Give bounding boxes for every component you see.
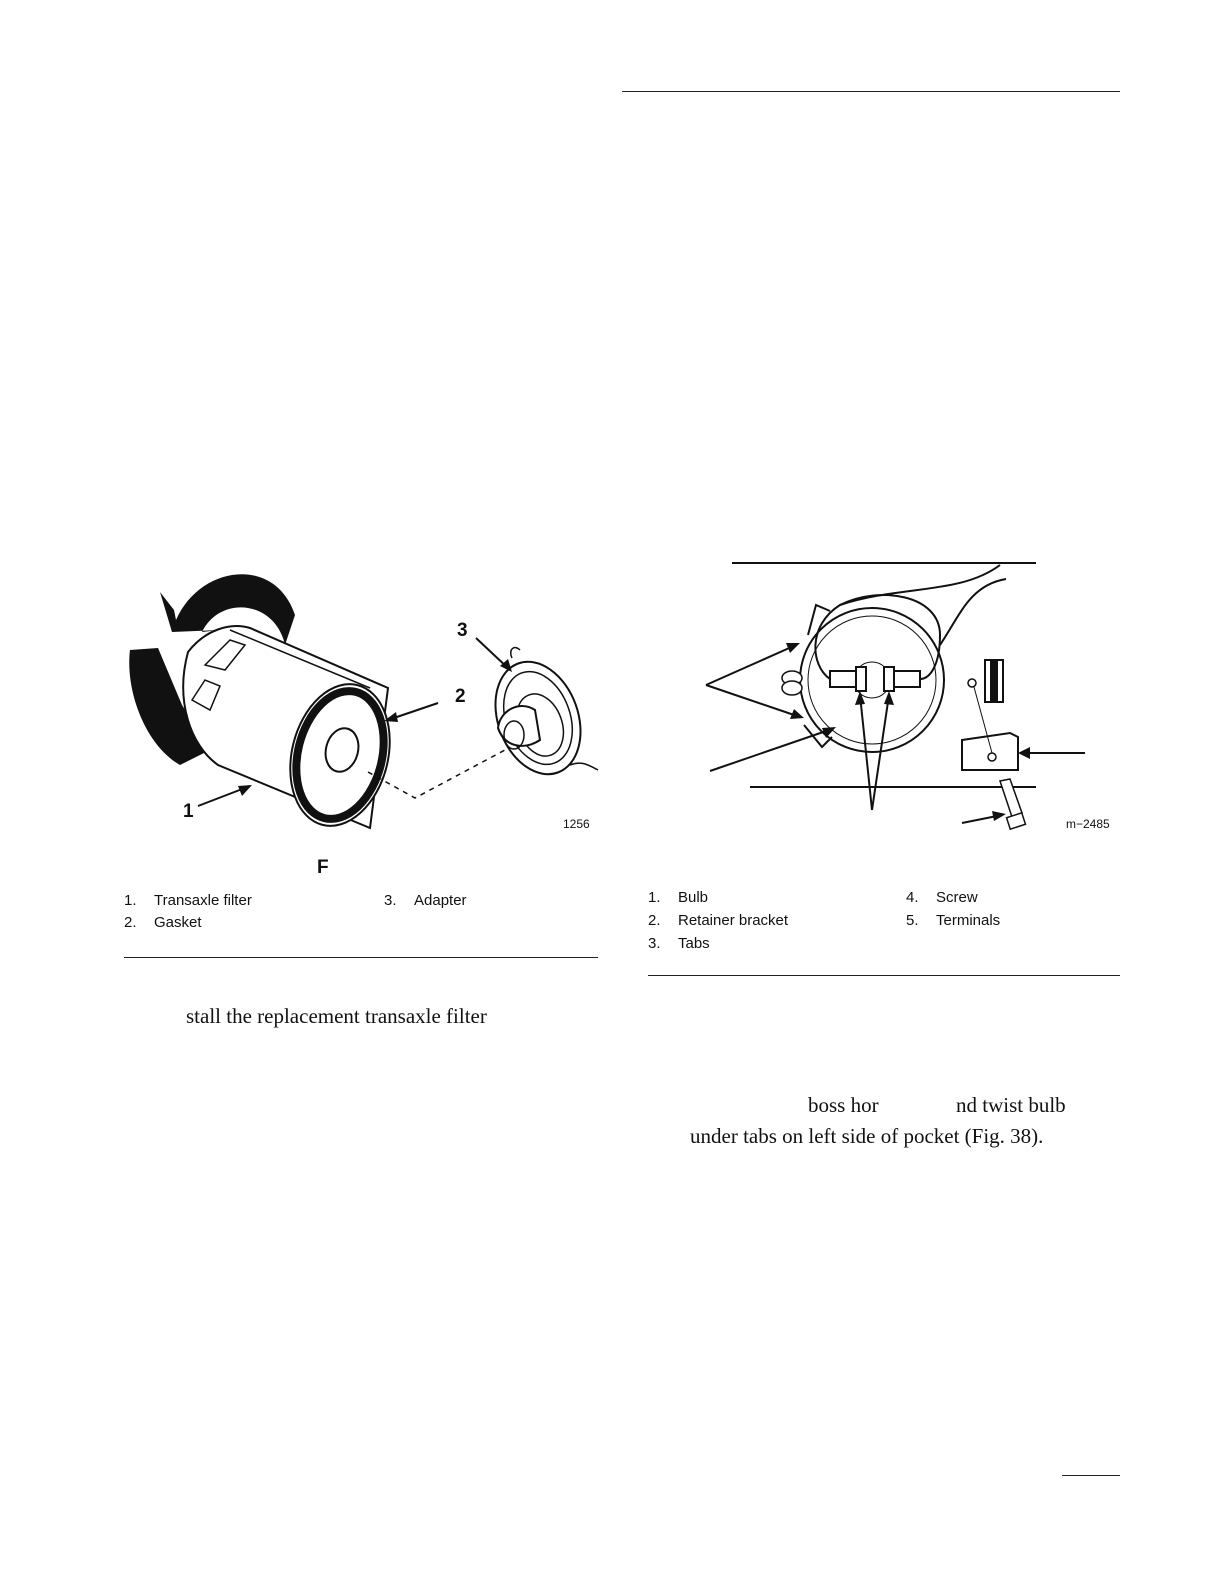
callout-1: 1 [183,801,194,822]
legend-item: 1. Transaxle filter [124,892,252,909]
figure-id-left: 1256 [563,817,590,831]
legend-item: 1. Bulb [648,889,709,906]
legend-item: 4. Screw [906,889,978,906]
callout-3: 3 [457,620,468,641]
left-figure-bottom-rule [124,957,598,958]
legend-item: 2. Gasket [124,914,202,931]
page-number-rule [1062,1475,1120,1476]
body-text-right-a: boss hor [808,1093,879,1117]
body-text-right-2: under tabs on left side of pocket (Fig. 38). [690,1124,1044,1148]
body-text-right-b: nd twist bulb [956,1093,1066,1117]
legend-left [124,892,594,942]
legend-item: 3. Tabs [648,935,710,952]
right-figure-bottom-rule [648,975,1120,976]
figure-caption-left: F [317,857,329,878]
transaxle-filter-illustration [110,560,600,840]
top-rule [622,91,1120,92]
figure-id-right: m−2485 [1066,817,1110,831]
body-text-left: stall the replacement transaxle filter [186,1004,487,1028]
legend-right [648,889,1118,959]
legend-item: 3. Adapter [384,892,467,909]
legend-item: 5. Terminals [906,912,1001,929]
headlight-bulb-illustration [700,555,1100,845]
legend-item: 2. Retainer bracket [648,912,789,929]
callout-2: 2 [455,686,466,707]
